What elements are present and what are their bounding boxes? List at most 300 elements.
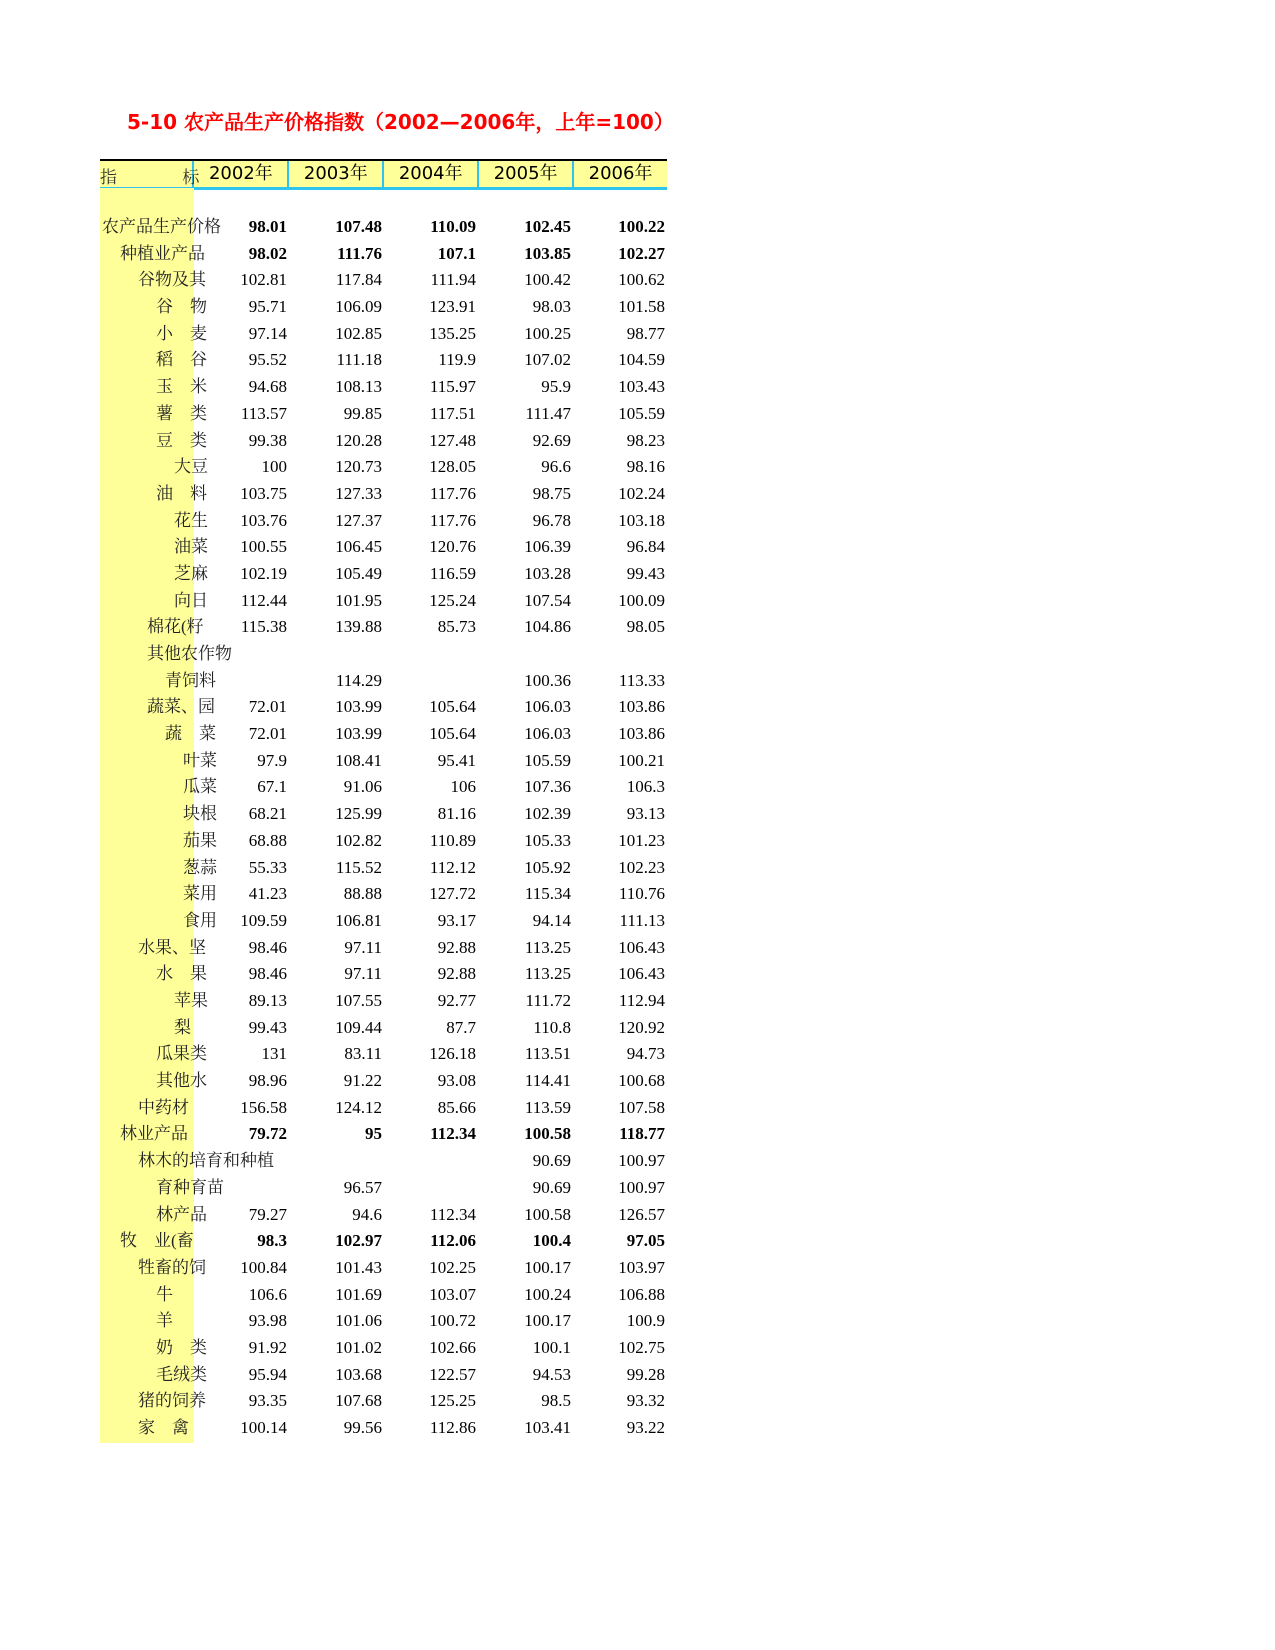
value-cell: 100.58 [524, 1204, 571, 1224]
value-cell: 103.99 [335, 697, 382, 717]
row-label: 菜用 [183, 884, 217, 904]
table-row [100, 1068, 667, 1094]
year-header: 2006年 [572, 161, 667, 187]
table-row [100, 668, 667, 694]
table-row [100, 1121, 667, 1147]
value-cell: 106.6 [248, 1284, 287, 1304]
value-cell: 108.41 [335, 750, 382, 770]
row-label: 水果、坚 [138, 937, 206, 957]
value-cell: 120.28 [335, 430, 382, 450]
value-cell: 105.49 [335, 563, 382, 583]
value-cell: 106.81 [335, 910, 382, 930]
value-cell: 96.6 [541, 457, 571, 477]
value-cell: 111.76 [337, 243, 382, 263]
value-cell: 99.85 [343, 403, 382, 423]
row-label: 猪的饲养 [138, 1391, 206, 1411]
value-cell: 94.6 [352, 1204, 382, 1224]
value-cell: 94.14 [532, 910, 571, 930]
value-cell: 125.24 [429, 590, 476, 610]
value-cell: 106.3 [626, 777, 665, 797]
value-cell: 100.17 [524, 1311, 571, 1331]
value-cell: 118.77 [619, 1124, 665, 1144]
value-cell: 107.58 [618, 1097, 665, 1117]
row-label: 奶 类 [156, 1337, 207, 1357]
value-cell: 102.75 [618, 1337, 665, 1357]
value-cell: 117.51 [429, 403, 476, 423]
table-row [100, 588, 667, 614]
row-label: 玉 米 [156, 377, 207, 397]
value-cell: 111.47 [525, 403, 571, 423]
value-cell: 93.13 [626, 804, 665, 824]
indicator-header-left: 指 [100, 168, 117, 187]
value-cell: 100.62 [618, 270, 665, 290]
value-cell: 126.57 [618, 1204, 665, 1224]
value-cell: 99.56 [343, 1418, 382, 1438]
row-label: 蔬菜、园 [147, 697, 215, 717]
row-label: 豆 类 [156, 430, 207, 450]
value-cell: 103.18 [618, 510, 665, 530]
value-cell: 85.73 [437, 617, 476, 637]
value-cell: 100.1 [532, 1337, 571, 1357]
value-cell: 101.95 [335, 590, 382, 610]
value-cell: 125.25 [429, 1391, 476, 1411]
value-cell: 105.59 [618, 403, 665, 423]
value-cell: 102.19 [240, 563, 287, 583]
value-cell: 100.97 [618, 1151, 665, 1171]
table-row [100, 1202, 667, 1228]
value-cell: 139.88 [335, 617, 382, 637]
table-row [100, 321, 667, 347]
row-label: 羊 [156, 1311, 173, 1331]
value-cell: 101.69 [335, 1284, 382, 1304]
value-cell: 93.32 [626, 1391, 665, 1411]
value-cell: 55.33 [248, 857, 287, 877]
value-cell: 98.96 [248, 1071, 287, 1091]
value-cell: 107.48 [335, 217, 382, 236]
row-label: 牛 [156, 1284, 173, 1304]
value-cell: 90.69 [532, 1177, 571, 1197]
table-row [100, 267, 667, 293]
value-cell: 79.27 [248, 1204, 287, 1224]
value-cell: 98.46 [248, 964, 287, 984]
value-cell: 102.66 [429, 1337, 476, 1357]
value-cell: 110.76 [618, 884, 665, 904]
value-cell: 72.01 [248, 724, 287, 744]
row-label: 瓜菜 [183, 777, 217, 797]
value-cell: 112.34 [430, 1124, 476, 1144]
value-cell: 115.97 [429, 377, 476, 397]
value-cell: 108.13 [335, 377, 382, 397]
value-cell: 103.85 [524, 243, 571, 263]
value-cell: 98.01 [248, 217, 287, 236]
value-cell: 93.35 [248, 1391, 287, 1411]
year-header: 2003年 [287, 161, 382, 187]
table-row [100, 561, 667, 587]
row-label: 梨 [174, 1017, 191, 1037]
row-label: 牧 业(畜 [120, 1231, 194, 1251]
value-cell: 100.42 [524, 270, 571, 290]
value-cell: 100.4 [532, 1231, 571, 1251]
value-cell: 100.58 [524, 1124, 571, 1144]
table-row [100, 1415, 667, 1441]
table-row [100, 1228, 667, 1254]
table-row [100, 748, 667, 774]
value-cell: 99.43 [248, 1017, 287, 1037]
indicator-header [100, 161, 200, 187]
row-label: 棉花(籽 [147, 617, 204, 637]
value-cell: 106.43 [618, 937, 665, 957]
value-cell: 97.14 [248, 323, 287, 343]
value-cell: 96.57 [343, 1177, 382, 1197]
table-row [100, 1148, 667, 1174]
row-label: 林产品 [156, 1204, 207, 1224]
value-cell: 102.24 [618, 483, 665, 503]
table-row [100, 1095, 667, 1121]
value-cell: 93.22 [626, 1418, 665, 1438]
value-cell: 96.78 [532, 510, 571, 530]
table-row [100, 1308, 667, 1334]
value-cell: 100.09 [618, 590, 665, 610]
value-cell: 106.03 [524, 724, 571, 744]
table-row [100, 1015, 667, 1041]
value-cell: 94.73 [626, 1044, 665, 1064]
table-row [100, 214, 667, 240]
table-row [100, 534, 667, 560]
row-label: 农产品生产价格 [102, 217, 221, 236]
value-cell: 93.08 [437, 1071, 476, 1091]
value-cell: 106.45 [335, 537, 382, 557]
value-cell: 85.66 [437, 1097, 476, 1117]
value-cell: 113.51 [524, 1044, 571, 1064]
value-cell: 102.82 [335, 830, 382, 850]
value-cell: 79.72 [248, 1124, 287, 1144]
table-row [100, 1362, 667, 1388]
value-cell: 98.3 [257, 1231, 287, 1251]
table-row [100, 1335, 667, 1361]
value-cell: 103.76 [240, 510, 287, 530]
value-cell: 103.99 [335, 724, 382, 744]
value-cell: 98.5 [541, 1391, 571, 1411]
value-cell: 112.12 [429, 857, 476, 877]
table-row [100, 908, 667, 934]
value-cell: 107.1 [437, 243, 476, 263]
value-cell: 106.43 [618, 964, 665, 984]
value-cell: 110.8 [533, 1017, 571, 1037]
value-cell: 114.29 [335, 670, 382, 690]
value-cell: 89.13 [248, 991, 287, 1010]
value-cell: 127.72 [429, 884, 476, 904]
value-cell: 100.25 [524, 323, 571, 343]
value-cell: 87.7 [446, 1017, 476, 1037]
value-cell: 128.05 [429, 457, 476, 477]
value-cell: 91.06 [343, 777, 382, 797]
value-cell: 100.55 [240, 537, 287, 557]
value-cell: 114.41 [524, 1071, 571, 1091]
table-row [100, 1041, 667, 1067]
value-cell: 124.12 [335, 1097, 382, 1117]
value-cell: 117.84 [335, 270, 382, 290]
value-cell: 101.23 [618, 830, 665, 850]
row-label: 牲畜的饲 [138, 1257, 206, 1277]
table-row [100, 428, 667, 454]
value-cell: 103.97 [618, 1257, 665, 1277]
value-cell: 100.22 [618, 217, 665, 236]
row-label: 油菜 [174, 537, 208, 557]
table-row [100, 935, 667, 961]
table-row [100, 721, 667, 747]
table-row [100, 988, 667, 1014]
value-cell: 95.41 [437, 750, 476, 770]
value-cell: 97.05 [626, 1231, 665, 1251]
value-cell: 110.09 [430, 217, 476, 236]
value-cell: 99.38 [248, 430, 287, 450]
row-label: 蔬 菜 [165, 724, 216, 744]
value-cell: 100.68 [618, 1071, 665, 1091]
value-cell: 122.57 [429, 1364, 476, 1384]
value-cell: 100.72 [429, 1311, 476, 1331]
value-cell: 113.33 [618, 670, 665, 690]
value-cell: 98.16 [626, 457, 665, 477]
value-cell: 102.45 [524, 217, 571, 236]
table-row [100, 1282, 667, 1308]
value-cell: 112.34 [429, 1204, 476, 1224]
value-cell: 81.16 [437, 804, 476, 824]
value-cell: 102.23 [618, 857, 665, 877]
value-cell: 113.59 [524, 1097, 571, 1117]
value-cell: 101.43 [335, 1257, 382, 1277]
value-cell: 131 [261, 1044, 287, 1064]
value-cell: 93.98 [248, 1311, 287, 1331]
value-cell: 102.39 [524, 804, 571, 824]
table-row [100, 855, 667, 881]
value-cell: 126.18 [429, 1044, 476, 1064]
value-cell: 98.23 [626, 430, 665, 450]
value-cell: 113.57 [240, 403, 287, 423]
row-label: 林木的培育和种植 [138, 1151, 274, 1171]
value-cell: 156.58 [240, 1097, 287, 1117]
value-cell: 100.84 [240, 1257, 287, 1277]
value-cell: 115.38 [240, 617, 287, 637]
row-label: 大豆 [174, 457, 208, 477]
value-cell: 123.91 [429, 297, 476, 317]
value-cell: 92.88 [437, 964, 476, 984]
table-header [100, 159, 667, 190]
table-row [100, 641, 667, 667]
value-cell: 92.88 [437, 937, 476, 957]
table-row [100, 401, 667, 427]
value-cell: 104.86 [524, 617, 571, 637]
year-header: 2004年 [382, 161, 477, 187]
value-cell: 127.48 [429, 430, 476, 450]
indicator-header-right: 标 [182, 168, 200, 187]
value-cell: 97.9 [257, 750, 287, 770]
row-label: 谷物及其 [138, 270, 206, 290]
table-row [100, 694, 667, 720]
row-label: 种植业产品 [120, 243, 205, 263]
value-cell: 111.18 [336, 350, 382, 370]
row-label: 稻 谷 [156, 350, 207, 370]
value-cell: 103.68 [335, 1364, 382, 1384]
value-cell: 103.75 [240, 483, 287, 503]
row-label: 水 果 [156, 964, 207, 984]
value-cell: 95 [365, 1124, 382, 1144]
value-cell: 119.9 [438, 350, 476, 370]
value-cell: 98.75 [532, 483, 571, 503]
row-label: 其他水 [156, 1071, 207, 1091]
value-cell: 91.22 [343, 1071, 382, 1091]
value-cell: 104.59 [618, 350, 665, 370]
value-cell: 88.88 [343, 884, 382, 904]
value-cell: 98.02 [248, 243, 287, 263]
value-cell: 100.21 [618, 750, 665, 770]
row-label: 花生 [174, 510, 208, 530]
value-cell: 68.88 [248, 830, 287, 850]
value-cell: 107.54 [524, 590, 571, 610]
value-cell: 127.33 [335, 483, 382, 503]
value-cell: 100.97 [618, 1177, 665, 1197]
year-header: 2005年 [477, 161, 572, 187]
value-cell: 107.68 [335, 1391, 382, 1411]
value-cell: 103.86 [618, 724, 665, 744]
value-cell: 111.94 [430, 270, 476, 290]
row-label: 叶菜 [183, 750, 217, 770]
table-row [100, 374, 667, 400]
value-cell: 127.37 [335, 510, 382, 530]
row-label: 青饲料 [165, 670, 216, 690]
value-cell: 102.27 [618, 243, 665, 263]
value-cell: 109.59 [240, 910, 287, 930]
row-label: 中药材 [138, 1097, 189, 1117]
value-cell: 120.92 [618, 1017, 665, 1037]
table-row [100, 881, 667, 907]
value-cell: 116.59 [429, 563, 476, 583]
value-cell: 103.86 [618, 697, 665, 717]
value-cell: 105.33 [524, 830, 571, 850]
value-cell: 115.34 [524, 884, 571, 904]
value-cell: 94.53 [532, 1364, 571, 1384]
table-row [100, 828, 667, 854]
row-label: 食用 [183, 910, 217, 930]
value-cell: 100 [261, 457, 287, 477]
value-cell: 115.52 [335, 857, 382, 877]
value-cell: 135.25 [429, 323, 476, 343]
value-cell: 112.06 [430, 1231, 476, 1251]
value-cell: 72.01 [248, 697, 287, 717]
row-label: 小 麦 [156, 323, 207, 343]
value-cell: 92.69 [532, 430, 571, 450]
table-row [100, 774, 667, 800]
value-cell: 102.85 [335, 323, 382, 343]
value-cell: 105.64 [429, 697, 476, 717]
value-cell: 96.84 [626, 537, 665, 557]
value-cell: 113.25 [524, 937, 571, 957]
value-cell: 98.05 [626, 617, 665, 637]
value-cell: 100.36 [524, 670, 571, 690]
value-cell: 107.36 [524, 777, 571, 797]
row-label: 瓜果类 [156, 1044, 207, 1064]
value-cell: 106.88 [618, 1284, 665, 1304]
value-cell: 83.11 [344, 1044, 382, 1064]
row-label: 苹果 [174, 991, 208, 1010]
table-row [100, 481, 667, 507]
value-cell: 100.24 [524, 1284, 571, 1304]
value-cell: 112.94 [618, 991, 665, 1010]
table-row [100, 294, 667, 320]
row-label: 油 料 [156, 483, 207, 503]
row-label: 毛绒类 [156, 1364, 207, 1384]
value-cell: 101.06 [335, 1311, 382, 1331]
year-header: 2002年 [192, 161, 287, 187]
value-cell: 95.52 [248, 350, 287, 370]
value-cell: 90.69 [532, 1151, 571, 1171]
value-cell: 102.97 [335, 1231, 382, 1251]
value-cell: 99.43 [626, 563, 665, 583]
table-row [100, 241, 667, 267]
page-title: 5-10 农产品生产价格指数（2002—2006年，上年=100） [127, 110, 674, 134]
value-cell: 92.77 [437, 991, 476, 1010]
row-label: 林业产品 [120, 1124, 188, 1144]
value-cell: 113.25 [524, 964, 571, 984]
value-cell: 102.81 [240, 270, 287, 290]
value-cell: 107.55 [335, 991, 382, 1010]
value-cell: 98.46 [248, 937, 287, 957]
row-label: 葱蒜 [183, 857, 217, 877]
value-cell: 106.09 [335, 297, 382, 317]
value-cell: 117.76 [429, 510, 476, 530]
value-cell: 106 [450, 777, 476, 797]
value-cell: 95.71 [248, 297, 287, 317]
row-label: 家 禽 [138, 1418, 189, 1438]
table-row [100, 961, 667, 987]
value-cell: 95.94 [248, 1364, 287, 1384]
table-row [100, 1175, 667, 1201]
value-cell: 103.07 [429, 1284, 476, 1304]
table-row [100, 454, 667, 480]
value-cell: 105.92 [524, 857, 571, 877]
row-label: 谷 物 [156, 297, 207, 317]
value-cell: 102.25 [429, 1257, 476, 1277]
value-cell: 103.43 [618, 377, 665, 397]
value-cell: 111.72 [525, 991, 571, 1010]
row-label: 茄果 [183, 830, 217, 850]
value-cell: 105.64 [429, 724, 476, 744]
table-row [100, 347, 667, 373]
value-cell: 100.17 [524, 1257, 571, 1277]
value-cell: 112.44 [240, 590, 287, 610]
value-cell: 93.17 [437, 910, 476, 930]
table-row [100, 801, 667, 827]
value-cell: 120.76 [429, 537, 476, 557]
row-label: 其他农作物 [147, 644, 232, 664]
value-cell: 117.76 [429, 483, 476, 503]
value-cell: 120.73 [335, 457, 382, 477]
value-cell: 100.14 [240, 1418, 287, 1438]
value-cell: 67.1 [257, 777, 287, 797]
row-label: 育种育苗 [156, 1177, 224, 1197]
row-label: 向日 [174, 590, 208, 610]
table-row [100, 614, 667, 640]
row-label: 块根 [183, 804, 217, 824]
value-cell: 106.39 [524, 537, 571, 557]
value-cell: 105.59 [524, 750, 571, 770]
table-row [100, 508, 667, 534]
value-cell: 112.86 [429, 1418, 476, 1438]
value-cell: 95.9 [541, 377, 571, 397]
value-cell: 68.21 [248, 804, 287, 824]
value-cell: 41.23 [248, 884, 287, 904]
value-cell: 103.28 [524, 563, 571, 583]
value-cell: 103.41 [524, 1418, 571, 1438]
